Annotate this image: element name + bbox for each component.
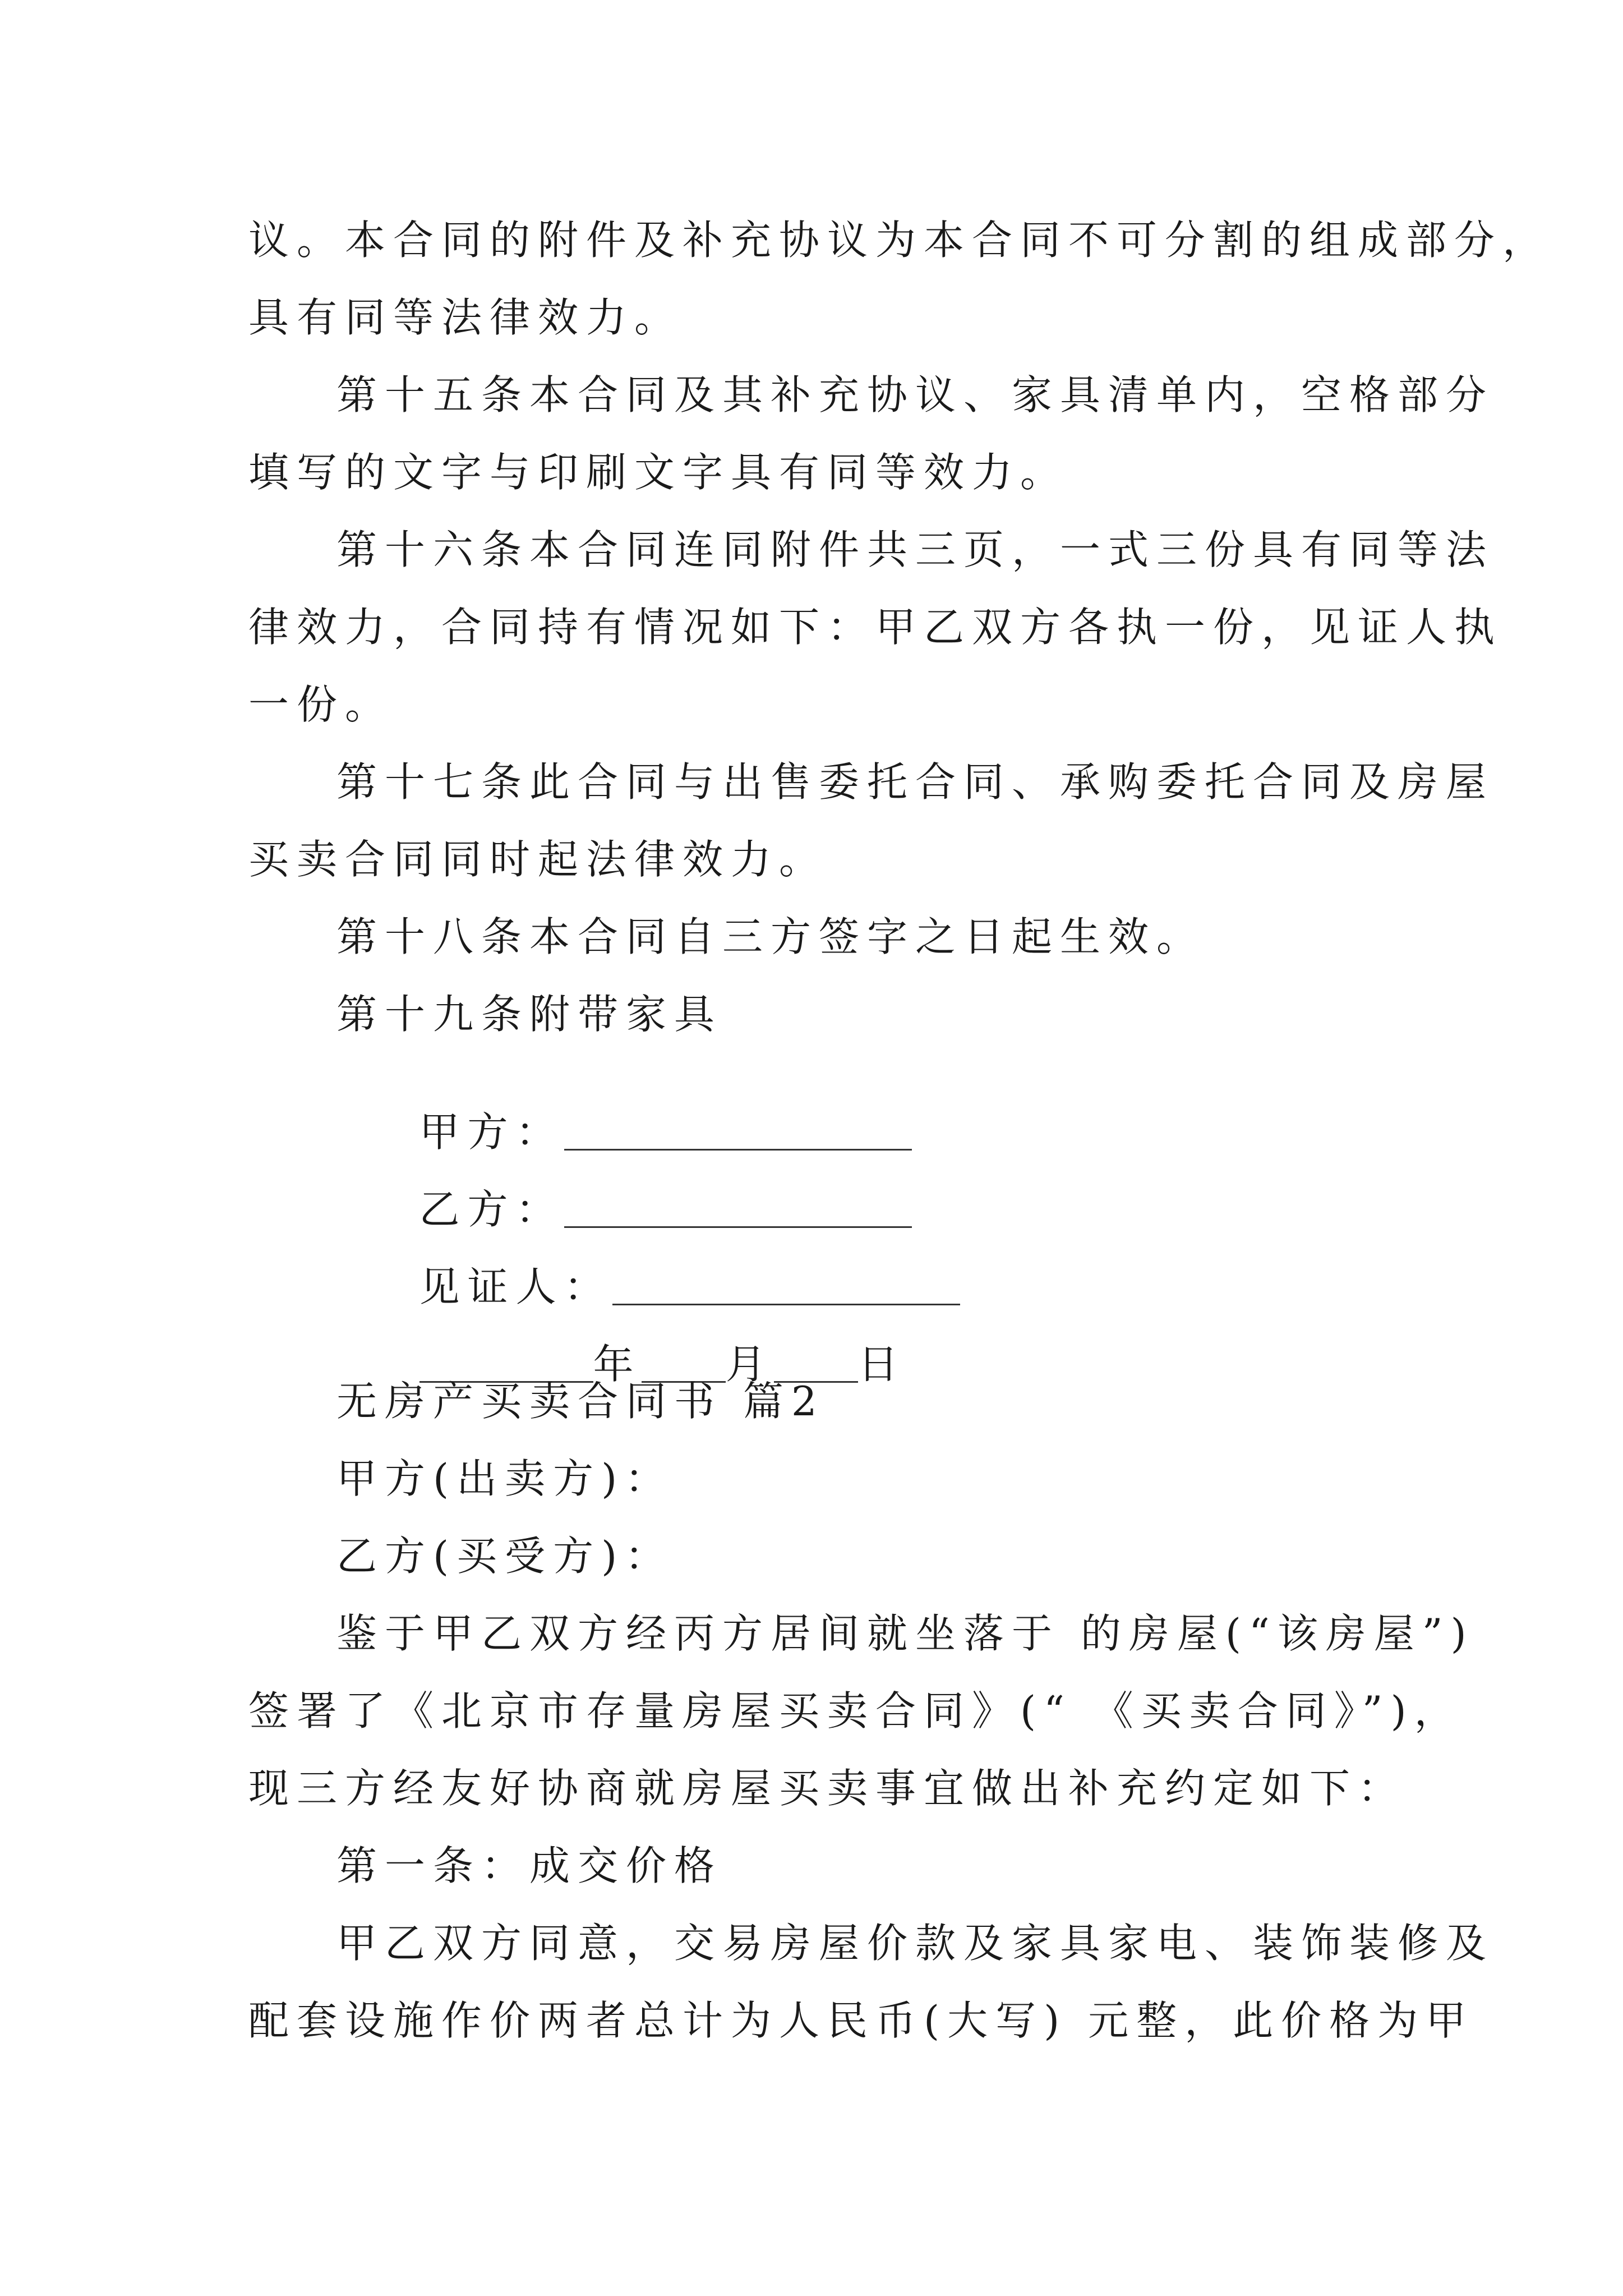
witness-label: 见证人： bbox=[419, 1263, 612, 1310]
party-a-label: 甲方： bbox=[419, 1108, 564, 1156]
clause-16-line: 第十六条本合同连同附件共三页，一式三份具有同等法 bbox=[336, 526, 1495, 573]
clause-18-line: 第十八条本合同自三方签字之日起生效。 bbox=[336, 913, 1205, 960]
day-label: 日 bbox=[857, 1341, 906, 1388]
price-paragraph-line: 甲乙双方同意，交易房屋价款及家具家电、装饰装修及 bbox=[336, 1920, 1495, 1967]
section-heading: 无房产买卖合同书 篇2 bbox=[336, 1378, 825, 1425]
paragraph-line: 签署了《北京市存量房屋买卖合同》(“ 《买卖合同》”)， bbox=[248, 1687, 1463, 1734]
year-label: 年 bbox=[593, 1341, 642, 1388]
paragraph-line: 具有同等法律效力。 bbox=[248, 294, 683, 341]
paragraph-line: 买卖合同同时起法律效力。 bbox=[248, 836, 828, 883]
paragraph-line: 一份。 bbox=[248, 681, 394, 728]
seller-party-line: 甲方(出卖方)： bbox=[336, 1455, 674, 1502]
clause-17-line: 第十七条此合同与出售委托合同、承购委托合同及房屋 bbox=[336, 758, 1495, 806]
party-b-signature-blank[interactable] bbox=[564, 1193, 912, 1228]
preamble-line: 鉴于甲乙双方经丙方居间就坐落于 的房屋(“该房屋”) bbox=[336, 1610, 1474, 1657]
month-label: 月 bbox=[725, 1341, 774, 1388]
paragraph-line: 现三方经友好协商就房屋买卖事宜做出补充约定如下： bbox=[248, 1765, 1407, 1812]
paragraph-line: 议。本合同的附件及补充协议为本合同不可分割的组成部分， bbox=[248, 217, 1551, 264]
clause-19-line: 第十九条附带家具 bbox=[336, 991, 723, 1038]
party-b-label: 乙方： bbox=[419, 1186, 564, 1233]
article-1-heading: 第一条：成交价格 bbox=[336, 1842, 723, 1889]
paragraph-line: 配套设施作价两者总计为人民币(大写) 元整，此价格为甲 bbox=[248, 1997, 1474, 2044]
party-a-signature-blank[interactable] bbox=[564, 1115, 912, 1151]
buyer-party-line: 乙方(买受方)： bbox=[336, 1533, 674, 1580]
witness-signature-blank[interactable] bbox=[612, 1270, 960, 1305]
paragraph-line: 律效力，合同持有情况如下：甲乙双方各执一份，见证人执 bbox=[248, 604, 1503, 651]
paragraph-line: 填写的文字与印刷文字具有同等效力。 bbox=[248, 449, 1069, 496]
clause-15-line: 第十五条本合同及其补充协议、家具清单内，空格部分 bbox=[336, 371, 1495, 418]
